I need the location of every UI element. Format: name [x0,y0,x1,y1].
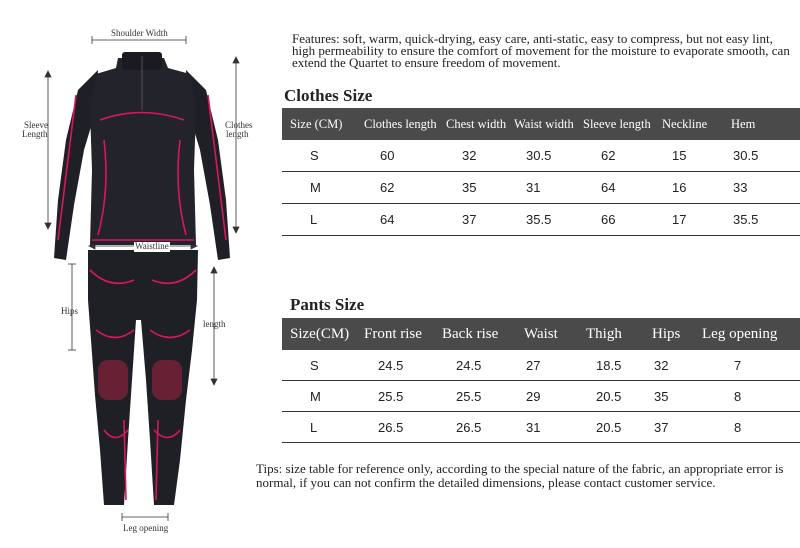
header-hips: Hips [652,318,702,350]
header-thigh: Thigh [586,318,652,350]
cell: 64 [583,172,662,204]
header-leg-opening: Leg opening [702,318,800,350]
table-header-row [282,108,800,140]
cell: 30.5 [731,140,800,172]
cell: 17 [662,204,731,236]
cell: 30.5 [514,140,583,172]
hips-label: Hips [61,306,79,316]
cell: 8 [702,412,800,443]
table-row [282,204,800,236]
header-front-rise: Front rise [364,318,442,350]
waistline-label: Waistline [135,241,169,251]
cell: 7 [702,350,800,381]
cell: 25.5 [442,381,524,412]
cell: 20.5 [586,381,652,412]
cell: 64 [364,204,446,236]
clothes-size-table [282,108,800,236]
tips-text: Tips: size table for reference only, according to the special nature of the fabric, an appropriate error is normal, if you can not confirm the detailed dimensions, please contact customer service. [256,461,784,490]
cell: 37 [446,204,514,236]
clothes-length-label-line1: Clothes [225,120,253,130]
header-neckline: Neckline [662,108,731,140]
cell: 35 [446,172,514,204]
clothes-length-label-line2: length [226,129,249,139]
cell: 32 [446,140,514,172]
cell: 31 [514,172,583,204]
cell: 8 [702,381,800,412]
cell: M [282,172,364,204]
cell: 16 [662,172,731,204]
cell: 35.5 [514,204,583,236]
cell: L [282,412,364,443]
cell: 37 [652,412,702,443]
header-waist-width: Waist width [514,108,583,140]
cell: 62 [364,172,446,204]
header-chest-width: Chest width [446,108,514,140]
sleeve-length-label-line1: Sleeve [24,120,48,130]
cell: M [282,381,364,412]
length-label: length [203,319,226,329]
header-clothes-length: Clothes length [364,108,446,140]
cell: 26.5 [364,412,442,443]
header-size: Size (CM) [282,108,364,140]
cell: 18.5 [586,350,652,381]
garment-figure [0,0,270,548]
sleeve-length-label-line2: Length [22,129,48,139]
table-row [282,350,800,381]
cell: 35 [652,381,702,412]
cell: 24.5 [364,350,442,381]
table-header-row [282,318,800,350]
table-row [282,172,800,204]
header-waist: Waist [524,318,586,350]
cell: 27 [524,350,586,381]
pants-size-title: Pants Size [290,295,365,314]
header-size: Size(CM) [282,318,364,350]
garment-illustration [0,0,270,548]
cell: 25.5 [364,381,442,412]
features-text: Features: soft, warm, quick-drying, easy care, anti-static, easy to compress, but not easy lint, high permeability to ensure the comfort of movement for the moisture to evaporate smooth, can extend the Quartet to ensure freedom of movement. [292,31,790,70]
header-hem: Hem [731,108,800,140]
header-back-rise: Back rise [442,318,524,350]
cell: 60 [364,140,446,172]
cell: 31 [524,412,586,443]
pants-size-table [282,318,800,443]
cell: 62 [583,140,662,172]
header-sleeve-length: Sleeve length [583,108,662,140]
cell: L [282,204,364,236]
cell: 24.5 [442,350,524,381]
cell: S [282,350,364,381]
clothes-size-title: Clothes Size [284,86,373,105]
cell: 15 [662,140,731,172]
cell: 29 [524,381,586,412]
cell: 26.5 [442,412,524,443]
shoulder-width-label: Shoulder Width [111,28,168,38]
cell: 20.5 [586,412,652,443]
table-row [282,140,800,172]
cell: 35.5 [731,204,800,236]
table-row [282,412,800,443]
table-row [282,381,800,412]
cell: S [282,140,364,172]
cell: 66 [583,204,662,236]
leg-opening-label: Leg opening [123,523,169,533]
cell: 32 [652,350,702,381]
cell: 33 [731,172,800,204]
